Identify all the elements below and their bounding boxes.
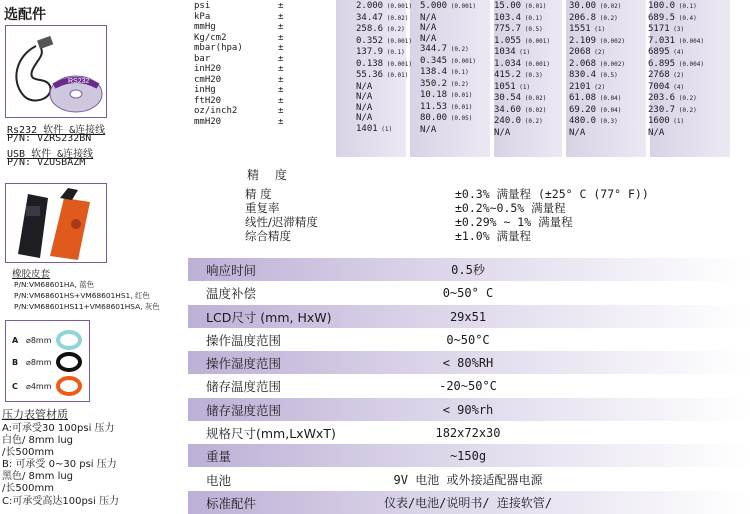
range-cell: 830.4 (0.5) xyxy=(569,70,618,80)
plus-minus-sign: ± xyxy=(278,85,284,95)
spec-row xyxy=(188,421,750,444)
accuracy-heading: 精 度 xyxy=(247,168,293,182)
spec-value: 0.5秒 xyxy=(451,263,485,277)
range-cell: 7004 (4) xyxy=(648,81,685,92)
unit-name: inHg xyxy=(194,85,216,95)
range-cell: N/A xyxy=(648,127,665,138)
range-cell: 480.0 (0.3) xyxy=(569,116,618,126)
range-cell: 2.000 (0.001) xyxy=(356,1,412,11)
plus-minus-sign: ± xyxy=(278,64,284,74)
accuracy-section xyxy=(245,166,649,243)
plus-minus-sign: ± xyxy=(278,1,284,11)
unit-name: ftH20 xyxy=(194,95,222,106)
range-cell: 6.895 (0.004) xyxy=(648,58,704,69)
range-cell: 2768 (2) xyxy=(648,70,685,80)
spec-value: ~150g xyxy=(449,448,487,463)
range-cell: N/A xyxy=(569,127,586,138)
spec-value: -20~50°C xyxy=(439,378,497,393)
spec-row xyxy=(188,305,750,328)
range-cell: 7.031 (0.004) xyxy=(648,35,704,46)
spec-row xyxy=(188,328,750,351)
cable-cd-image xyxy=(5,25,107,118)
tube-size: ⌀4mm xyxy=(26,381,52,391)
accuracy-row xyxy=(245,229,649,243)
spec-key: 操作温度范围 xyxy=(206,332,282,348)
range-cell: N/A xyxy=(420,12,437,23)
range-cell: 1401 (1) xyxy=(356,123,393,134)
range-cell: N/A xyxy=(420,23,437,33)
accuracy-label: 线性/迟滞精度 xyxy=(245,215,318,229)
range-cell: 103.4 (0.1) xyxy=(494,12,543,23)
boot-item: P/N:VM68601HA, 蓝色 xyxy=(14,280,95,289)
rubber-boot-image xyxy=(5,183,107,263)
range-cell: 775.7 (0.5) xyxy=(494,24,543,34)
plus-minus-sign: ± xyxy=(278,22,284,32)
spec-key: 电池 xyxy=(206,472,232,488)
spec-row xyxy=(188,258,750,281)
unit-name: kPa xyxy=(194,11,211,22)
range-cell: 61.08 (0.04) xyxy=(569,93,622,103)
unit-names-column xyxy=(194,1,243,127)
range-cell: 5171 (3) xyxy=(648,24,685,34)
spec-key: 重量 xyxy=(206,448,232,464)
unit-conversion-table xyxy=(188,0,750,157)
tube-coil-black-icon xyxy=(56,352,82,372)
spec-value: 0~50°C xyxy=(446,332,490,347)
plus-minus-sign: ± xyxy=(278,53,284,64)
range-column xyxy=(356,1,412,135)
range-cell: 6895 (4) xyxy=(648,47,685,57)
accuracy-row xyxy=(245,187,649,201)
unit-name: mbar(hpa) xyxy=(194,43,243,53)
spec-key: 标准配件 xyxy=(206,495,257,511)
spec-key: 储存温度范围 xyxy=(206,378,282,394)
spec-value: 182x72x30 xyxy=(435,425,501,440)
tube-coil-white-icon xyxy=(56,330,82,350)
range-cell: 2.068 (0.002) xyxy=(569,58,625,69)
range-cell: 689.5 (0.4) xyxy=(648,12,697,23)
spec-row xyxy=(188,374,750,397)
spec-value: 29x51 xyxy=(449,309,487,324)
plus-minus-sign: ± xyxy=(278,32,284,43)
range-cell: N/A xyxy=(420,124,437,135)
tube-size: ⌀8mm xyxy=(26,335,52,345)
spec-key: 温度补偿 xyxy=(206,285,257,301)
unit-name: bar xyxy=(194,53,211,64)
spec-value: 仪表/电池/说明书/ 连接软管/ xyxy=(383,496,553,510)
tube-letter: B xyxy=(12,357,19,367)
range-column xyxy=(648,1,704,138)
range-cell: 138.4 (0.1) xyxy=(420,67,469,77)
range-column xyxy=(494,1,550,138)
range-cell: 203.6 (0.2) xyxy=(648,93,697,103)
accuracy-row xyxy=(245,215,649,229)
range-cell: 1.034 (0.001) xyxy=(494,58,550,69)
range-cell: 0.138 (0.001) xyxy=(356,58,412,69)
plus-minus-sign: ± xyxy=(278,11,284,22)
range-cell: 206.8 (0.2) xyxy=(569,12,618,23)
range-cell: 0.345 (0.001) xyxy=(420,55,476,66)
spec-row xyxy=(188,444,750,467)
range-cell: 34.47 (0.02) xyxy=(356,12,409,23)
range-cell: 69.20 (0.04) xyxy=(569,104,622,115)
spec-row xyxy=(188,281,750,304)
spec-row xyxy=(188,468,750,491)
unit-name: psi xyxy=(194,1,211,11)
rs232-line: Rs232 软件 &连接线 xyxy=(7,125,106,136)
tube-coil-orange-icon xyxy=(56,376,82,396)
range-cell: 344.7 (0.2) xyxy=(420,44,469,54)
range-cell: 240.0 (0.2) xyxy=(494,116,543,126)
spec-row xyxy=(188,491,750,514)
tube-letter: C xyxy=(12,381,18,391)
tube-material-line: C:可承受高达100psi 压力 xyxy=(2,496,119,507)
range-cell: 1034 (1) xyxy=(494,47,531,57)
range-cell: 415.2 (0.3) xyxy=(494,70,543,80)
range-cell: N/A xyxy=(356,81,373,92)
tube-size: ⌀8mm xyxy=(26,357,52,367)
tube-letter: A xyxy=(12,335,19,345)
boot-item: P/N:VM68601HS11+VM68601HSA, 灰色 xyxy=(14,302,160,311)
range-cell: 1.055 (0.001) xyxy=(494,35,550,46)
accuracy-label: 重复率 xyxy=(245,201,280,215)
range-cell: 258.6 (0.2) xyxy=(356,24,405,34)
range-cell: 5.000 (0.001) xyxy=(420,1,476,11)
unit-name: Kg/cm2 xyxy=(194,32,227,43)
tube-row xyxy=(12,376,82,396)
range-cell: N/A xyxy=(356,92,373,102)
plus-minus-sign: ± xyxy=(278,43,284,53)
range-cell: 10.18 (0.01) xyxy=(420,90,473,100)
spec-key: 响应时间 xyxy=(206,262,257,278)
usb-pn: P/N: VZUSBAZM xyxy=(7,157,86,168)
range-column xyxy=(420,1,476,135)
unit-name: inH20 xyxy=(194,64,222,74)
range-cell: 100.0 (0.1) xyxy=(648,1,697,11)
range-cell: 11.53 (0.01) xyxy=(420,101,473,112)
tube-material-line: 白色/ 8mm lug xyxy=(2,435,74,446)
spec-value: < 80%RH xyxy=(442,355,494,370)
range-cell: N/A xyxy=(494,127,511,138)
range-cell: 30.00 (0.02) xyxy=(569,1,622,11)
range-cell: 1600 (1) xyxy=(648,116,685,126)
range-cell: 2101 (2) xyxy=(569,81,606,92)
spec-value: 9V 电池 或外接适配器电源 xyxy=(393,473,543,487)
unit-name: cmH20 xyxy=(194,74,222,85)
accuracy-value: ±0.29% ~ 1% 满量程 xyxy=(455,215,573,229)
accuracy-label: 综合精度 xyxy=(245,229,291,243)
spec-key: 储存湿度范围 xyxy=(206,402,282,418)
accessories-panel xyxy=(0,0,188,514)
range-cell: 30.54 (0.02) xyxy=(494,93,547,103)
unit-name: oz/inch2 xyxy=(194,106,238,116)
cd-label: RS232 xyxy=(68,78,90,85)
range-cell: 80.00 (0.05) xyxy=(420,113,473,123)
tube-material-title: 压力表管材质 xyxy=(2,408,68,421)
range-cell: 350.2 (0.2) xyxy=(420,78,469,89)
spec-row xyxy=(188,398,750,421)
range-cell: 34.60 (0.02) xyxy=(494,104,547,115)
range-cell: N/A xyxy=(356,102,373,113)
boot-item: P/N:VM68601HS+VM68601HS1, 红色 xyxy=(14,291,150,300)
range-cell: 15.00 (0.01) xyxy=(494,1,547,11)
range-cell: 0.352 (0.001) xyxy=(356,35,412,46)
plus-minus-sign: ± xyxy=(278,106,284,116)
range-cell: 230.7 (0.2) xyxy=(648,104,697,115)
range-cell: 1551 (1) xyxy=(569,24,606,34)
tube-material-line: A:可承受30 100psi 压力 xyxy=(2,423,115,434)
rs232-pn: P/N: VZRS232BN xyxy=(7,133,92,144)
plus-minus-sign: ± xyxy=(278,74,284,85)
range-cell: 2.109 (0.002) xyxy=(569,35,625,46)
range-cell: N/A xyxy=(420,33,437,44)
accuracy-row xyxy=(245,201,649,215)
tube-row xyxy=(12,352,82,372)
spec-value: < 90%rh xyxy=(442,402,494,417)
tube-row xyxy=(12,330,82,350)
spec-row xyxy=(188,351,750,374)
plus-minus-column xyxy=(278,1,283,127)
range-column xyxy=(569,1,625,138)
accuracy-value: ±1.0% 满量程 xyxy=(455,229,532,243)
accessories-title: 选配件 xyxy=(4,7,46,23)
range-cell: 2068 (2) xyxy=(569,47,606,57)
range-cell: 55.36 (0.01) xyxy=(356,70,409,80)
range-cell: 1051 (1) xyxy=(494,81,531,92)
accuracy-value: ±0.3% 满量程 (±25° C (77° F)) xyxy=(455,187,649,201)
spec-key: 操作湿度范围 xyxy=(206,355,282,371)
range-cell: 137.9 (0.1) xyxy=(356,47,405,57)
range-cell: N/A xyxy=(356,113,373,123)
spec-key: LCD尺寸 (mm, HxW) xyxy=(206,309,332,325)
plus-minus-sign: ± xyxy=(278,95,284,106)
spec-value: 0~50° C xyxy=(442,285,494,300)
accuracy-label: 精 度 xyxy=(245,187,272,201)
tube-material-line: /长500mm xyxy=(2,447,54,458)
tube-material-line: B: 可承受 0~30 psi 压力 xyxy=(2,459,117,470)
tube-material-line: /长500mm xyxy=(2,483,54,494)
unit-name: mmH20 xyxy=(194,116,222,127)
boot-title: 橡胶皮套 xyxy=(12,269,51,280)
tube-material-line: 黑色/ 8mm lug xyxy=(2,471,74,482)
usb-line: USB 软件 &连接线 xyxy=(7,149,94,160)
plus-minus-sign: ± xyxy=(278,116,284,127)
spec-key: 规格尺寸(mm,LxWxT) xyxy=(206,425,336,441)
accuracy-value: ±0.2%~0.5% 满量程 xyxy=(455,201,566,215)
unit-name: mmHg xyxy=(194,22,216,32)
